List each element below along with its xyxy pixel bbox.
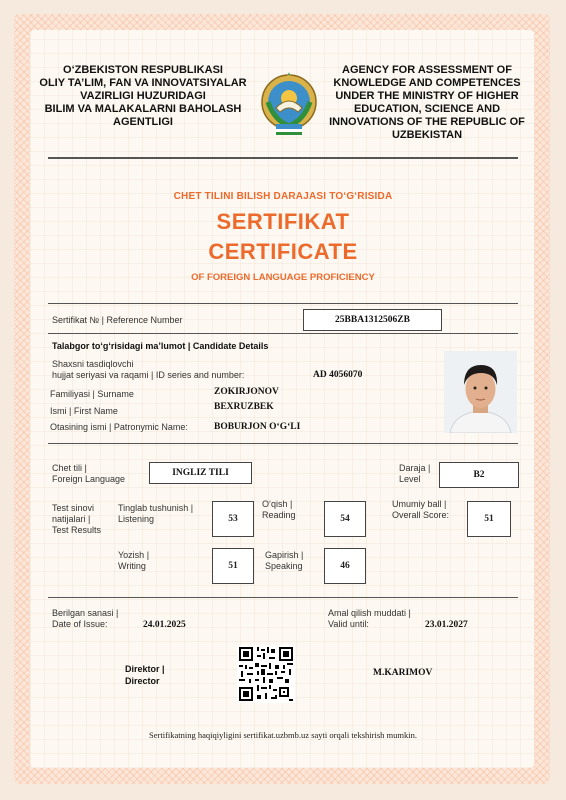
results-label-line3: Test Results <box>52 525 102 535</box>
header-left-line: O‘ZBEKISTON RESPUBLIKASI <box>63 64 223 76</box>
director-label-line2: Director <box>125 676 160 686</box>
director-label-line1: Direktor | <box>125 664 165 674</box>
overall-label-line1: Umumiy ball | <box>392 499 447 509</box>
reading-score-box: 54 <box>324 501 366 537</box>
header-right-line: UNDER THE MINISTRY OF HIGHER <box>335 90 519 102</box>
header-left-uz <box>28 64 258 129</box>
header-right-line: KNOWLEDGE AND COMPETENCES <box>333 77 521 89</box>
listening-label-line2: Listening <box>118 514 155 524</box>
header-right-line: AGENCY FOR ASSESSMENT OF <box>342 64 512 76</box>
header-left-line: VAZIRLIGI HUZURIDAGI <box>80 90 206 102</box>
overall-score-box: 51 <box>467 501 511 537</box>
header-right-line: UZBEKISTAN <box>391 129 463 141</box>
surname-label: Familiyasi | Surname <box>50 389 134 399</box>
valid-label-line1: Amal qilish muddati | <box>328 608 411 618</box>
reading-label-line2: Reading <box>262 510 296 520</box>
writing-score-box: 51 <box>212 548 254 584</box>
language-label-line2: Foreign Language <box>52 474 126 484</box>
results-label-line2: natijalari | <box>52 514 91 524</box>
header-left-line: AGENTLIGI <box>113 116 173 128</box>
certificate-title-uz: SERTIFIKAT <box>216 209 350 234</box>
certificate-subtitle-top: CHET TILINI BILISH DARAJASI TO‘G‘RISIDA <box>173 191 393 202</box>
id-label-line1: Shaxsni tasdiqlovchi <box>52 359 134 369</box>
speaking-label-line1: Gapirish | <box>265 550 304 560</box>
language-value-box: INGLIZ TILI <box>149 462 252 484</box>
header-right-line: INNOVATIONS OF THE REPUBLIC OF <box>329 116 525 128</box>
qr-code-icon <box>237 645 295 703</box>
valid-label-line2: Valid until: <box>328 619 369 629</box>
candidate-photo <box>444 351 517 433</box>
patronymic-label: Otasining ismi | Patronymic Name: <box>50 422 188 432</box>
director-name: M.KARIMOV <box>373 668 433 678</box>
level-value-box: B2 <box>439 462 519 488</box>
level-label-line2: Level <box>399 474 421 484</box>
state-emblem-icon <box>258 68 320 138</box>
writing-label-line2: Writing <box>118 561 146 571</box>
candidate-section-label: Talabgor to‘g‘risidagi ma’lumot | Candidate Details <box>52 341 269 351</box>
divider <box>48 597 518 598</box>
header-right-en <box>322 64 532 142</box>
reference-number-box: 25BBA1312506ZB <box>303 309 442 331</box>
listening-score-box: 53 <box>212 501 254 537</box>
id-label-line2: hujjat seriyasi va raqami | ID series and number: <box>52 370 245 380</box>
certificate-title-en: CERTIFICATE <box>208 239 358 264</box>
overall-label-line2: Overall Score: <box>392 510 450 520</box>
divider <box>48 333 518 334</box>
patronymic-value: BOBURJON O‘G‘LI <box>214 422 301 432</box>
listening-label-line1: Tinglab tushunish | <box>118 503 194 513</box>
header-left-line: OLIY TA’LIM, FAN VA INNOVATSIYALAR <box>39 77 247 89</box>
id-value: AD 4056070 <box>313 370 363 380</box>
reference-label: Sertifikat № | Reference Number <box>52 315 183 325</box>
divider <box>48 443 518 444</box>
speaking-label-line2: Speaking <box>265 561 303 571</box>
certificate-subtitle-bottom: OF FOREIGN LANGUAGE PROFICIENCY <box>191 272 375 283</box>
verification-note: Sertifikatning haqiqiyligini sertifikat.uzbmb.uz sayti orqali tekshirish mumkin. <box>149 730 417 740</box>
writing-label-line1: Yozish | <box>118 550 150 560</box>
issue-label-line2: Date of Issue: <box>52 619 108 629</box>
surname-value: ZOKIRJONOV <box>214 387 279 397</box>
firstname-value: BEXRUZBEK <box>214 402 274 412</box>
valid-date-value: 23.01.2027 <box>425 620 468 630</box>
reading-label-line1: O‘qish | <box>262 499 293 509</box>
divider <box>48 303 518 304</box>
header-left-line: BILIM VA MALAKALARNI BAHOLASH <box>44 103 242 115</box>
header-divider <box>48 157 518 159</box>
issue-date-value: 24.01.2025 <box>143 620 186 630</box>
language-label-line1: Chet tili | <box>52 463 87 473</box>
speaking-score-box: 46 <box>324 548 366 584</box>
results-label-line1: Test sinovi <box>52 503 95 513</box>
firstname-label: Ismi | First Name <box>50 406 118 416</box>
issue-label-line1: Berilgan sanasi | <box>52 608 119 618</box>
level-label-line1: Daraja | <box>399 463 431 473</box>
header-right-line: EDUCATION, SCIENCE AND <box>353 103 501 115</box>
